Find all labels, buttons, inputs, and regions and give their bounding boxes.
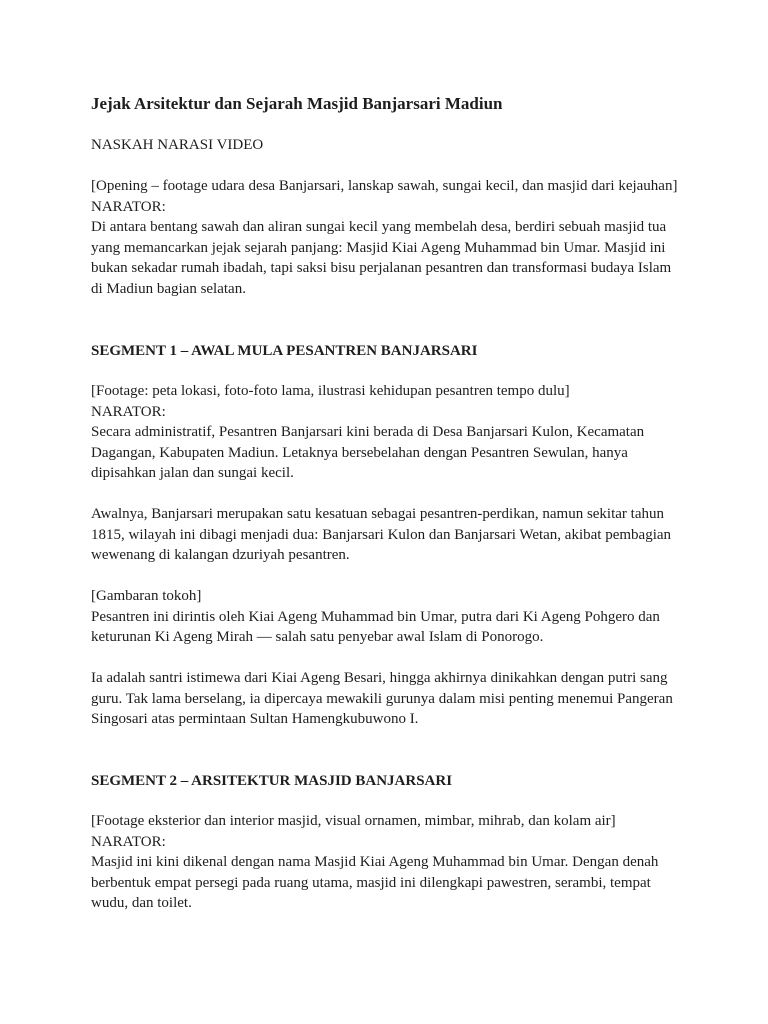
- segment1-paragraph-2: Awalnya, Banjarsari merupakan satu kesatuan sebagai pesantren-perdikan, namun sekitar tahun 1815, wilayah ini dibagi menjadi dua: Banjarsari Kulon dan Banjarsari Wetan, akibat pembagian wewenang di kalangan dzuriyah pesantren.: [91, 506, 672, 563]
- segment2-cue: [Footage eksterior dan interior masjid, visual ornamen, mimbar, mihrab, dan kolam air]: [91, 813, 616, 829]
- segment1-paragraph-4-block: [91, 668, 683, 730]
- segment1-cue-2: [Gambaran tokoh]: [91, 588, 202, 604]
- opening-section: [91, 176, 683, 299]
- document-subtitle: NASKAH NARASI VIDEO: [91, 137, 264, 153]
- segment2-narrator-label: NARATOR:: [91, 833, 166, 850]
- segment1-figure-block: [91, 586, 683, 648]
- segment1-cue: [Footage: peta lokasi, foto-foto lama, ilustrasi kehidupan pesantren tempo dulu]: [91, 383, 570, 399]
- segment1-paragraph-2-block: [91, 504, 683, 566]
- subtitle-block: [91, 135, 683, 156]
- segment1-paragraph-4: Ia adalah santri istimewa dari Kiai Ageng Besari, hingga akhirnya dinikahkan dengan putri sang guru. Tak lama berselang, ia dipercaya mewakili gurunya dalam misi penting menemui Pangeran Singosari atas permintaan Sultan Hamengkubuwono I.: [91, 670, 673, 727]
- segment1-paragraph-3: Pesantren ini dirintis oleh Kiai Ageng Muhammad bin Umar, putra dari Ki Ageng Pohgero dan keturunan Ki Ageng Mirah — salah satu penyebar awal Islam di Ponorogo.: [91, 608, 660, 645]
- opening-narrator-label: NARATOR:: [91, 198, 166, 215]
- segment1-heading: SEGMENT 1 – AWAL MULA PESANTREN BANJARSARI: [91, 343, 478, 359]
- document-title: Jejak Arsitektur dan Sejarah Masjid Banjarsari Madiun: [91, 94, 503, 113]
- segment1-paragraph-1: Secara administratif, Pesantren Banjarsari kini berada di Desa Banjarsari Kulon, Kecamatan Dagangan, Kabupaten Madiun. Letaknya bersebelahan dengan Pesantren Sewulan, hanya dipisahkan jalan dan sungai kecil.: [91, 424, 645, 481]
- opening-narration: Di antara bentang sawah dan aliran sungai kecil yang membelah desa, berdiri sebuah masjid tua yang memancarkan jejak sejarah panjang: Masjid Kiai Ageng Muhammad bin Umar. Masjid ini bukan sekadar rumah ibadah, tapi saksi bisu perjalanan pesantren dan transformasi budaya Islam di Madiun bagian selatan.: [91, 219, 672, 297]
- segment1-narrator-label: NARATOR:: [91, 403, 166, 420]
- segment2-heading: SEGMENT 2 – ARSITEKTUR MASJID BANJARSARI: [91, 773, 453, 789]
- opening-cue: [Opening – footage udara desa Banjarsari, lanskap sawah, sungai kecil, dan masjid dari kejauhan]: [91, 178, 678, 194]
- segment1-intro: [91, 381, 683, 484]
- segment2-intro: [91, 811, 683, 914]
- segment2-paragraph-1: Masjid ini kini dikenal dengan nama Masjid Kiai Ageng Muhammad bin Umar. Dengan denah berbentuk empat persegi pada ruang utama, masjid ini dilengkapi pawestren, serambi, tempat wudu, dan toilet.: [91, 854, 659, 911]
